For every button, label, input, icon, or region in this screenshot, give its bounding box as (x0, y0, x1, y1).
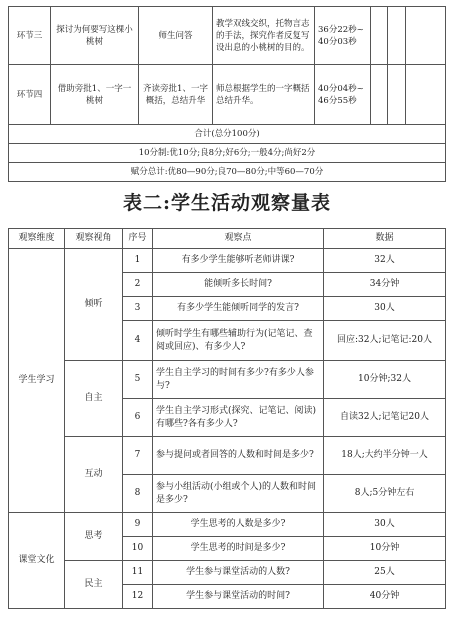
point-cell: 学生自主学习的时间有多少?有多少人参与? (153, 361, 324, 399)
student-activity-table (8, 228, 446, 609)
total-cell: 合计(总分100分) (9, 125, 446, 144)
number-cell: 2 (123, 273, 153, 297)
data-cell: 10分钟;32人 (324, 361, 446, 399)
step-cell: 环节四 (9, 65, 51, 125)
empty-cell (406, 65, 446, 125)
header-dimension: 观察维度 (9, 229, 65, 249)
method-cell: 齐读旁批1、一字概括，总结升华 (139, 65, 213, 125)
dimension-cell: 学生学习 (9, 249, 65, 513)
data-cell: 回应:32人;记笔记:20人 (324, 321, 446, 361)
perspective-cell: 思考 (65, 513, 123, 561)
number-cell: 5 (123, 361, 153, 399)
empty-cell (371, 65, 388, 125)
scoring-cell: 10分制:优10分;良8分;好6分;一般4分;尚好2分 (9, 144, 446, 163)
number-cell: 9 (123, 513, 153, 537)
data-cell: 32人 (324, 249, 446, 273)
data-cell: 30人 (324, 513, 446, 537)
header-point: 观察点 (153, 229, 324, 249)
empty-cell (388, 65, 406, 125)
header-data: 数据 (324, 229, 446, 249)
number-cell: 8 (123, 475, 153, 513)
grading-cell: 赋分总计:优80—90分;良70—80分;中等60—70分 (9, 163, 446, 182)
perspective-cell: 互动 (65, 437, 123, 513)
number-cell: 10 (123, 537, 153, 561)
number-cell: 6 (123, 399, 153, 437)
point-cell: 有多少学生能够听老师讲课? (153, 249, 324, 273)
number-cell: 12 (123, 585, 153, 609)
number-cell: 3 (123, 297, 153, 321)
table-row (9, 65, 446, 125)
point-cell: 能倾听多长时间? (153, 273, 324, 297)
point-cell: 学生自主学习形式(探究、记笔记、阅读)有哪些?各有多少人? (153, 399, 324, 437)
point-cell: 倾听时学生有哪些辅助行为(记笔记、查阅或回应)、有多少人? (153, 321, 324, 361)
table-row (9, 163, 446, 182)
table-title: 表二:学生活动观察量表 (122, 192, 331, 214)
data-cell: 8人;5分钟左右 (324, 475, 446, 513)
number-cell: 11 (123, 561, 153, 585)
number-cell: 1 (123, 249, 153, 273)
table-row (9, 249, 446, 273)
data-cell: 25人 (324, 561, 446, 585)
point-cell: 学生参与课堂活动的人数? (153, 561, 324, 585)
header-perspective: 观察视角 (65, 229, 123, 249)
point-cell: 学生思考的时间是多少? (153, 537, 324, 561)
purpose-cell: 师总根据学生的一字概括总结升华。 (213, 65, 315, 125)
table-row (9, 361, 446, 399)
point-cell: 参与提问或者回答的人数和时间是多少? (153, 437, 324, 475)
point-cell: 学生思考的人数是多少? (153, 513, 324, 537)
data-cell: 40分钟 (324, 585, 446, 609)
table-row (9, 7, 446, 65)
time-cell: 40分04秒~46分55秒 (315, 65, 371, 125)
data-cell: 10分钟 (324, 537, 446, 561)
table-row (9, 437, 446, 475)
empty-cell (388, 7, 406, 65)
header-row (9, 229, 446, 249)
empty-cell (406, 7, 446, 65)
perspective-cell: 自主 (65, 361, 123, 437)
empty-cell (371, 7, 388, 65)
table-row (9, 561, 446, 585)
purpose-cell: 教学双线交织，托物言志的手法，探究作者反复写设出息的小桃树的目的。 (213, 7, 315, 65)
dimension-cell: 课堂文化 (9, 513, 65, 609)
perspective-cell: 民主 (65, 561, 123, 609)
number-cell: 4 (123, 321, 153, 361)
table-row (9, 513, 446, 537)
data-cell: 34分钟 (324, 273, 446, 297)
point-cell: 有多少学生能倾听同学的发言? (153, 297, 324, 321)
data-cell: 30人 (324, 297, 446, 321)
data-cell: 自读32人;记笔记20人 (324, 399, 446, 437)
teaching-process-table (8, 6, 446, 182)
header-number: 序号 (123, 229, 153, 249)
perspective-cell: 倾听 (65, 249, 123, 361)
method-cell: 师生问答 (139, 7, 213, 65)
content-cell: 借助旁批1、一字一桃树 (51, 65, 139, 125)
point-cell: 参与小组活动(小组或个人)的人数和时间是多少? (153, 475, 324, 513)
step-cell: 环节三 (9, 7, 51, 65)
table-row (9, 144, 446, 163)
number-cell: 7 (123, 437, 153, 475)
point-cell: 学生参与课堂活动的时间? (153, 585, 324, 609)
data-cell: 18人;大约半分钟一人 (324, 437, 446, 475)
table-row (9, 125, 446, 144)
time-cell: 36分22秒~40分03秒 (315, 7, 371, 65)
content-cell: 探讨为何要写这棵小桃树 (51, 7, 139, 65)
